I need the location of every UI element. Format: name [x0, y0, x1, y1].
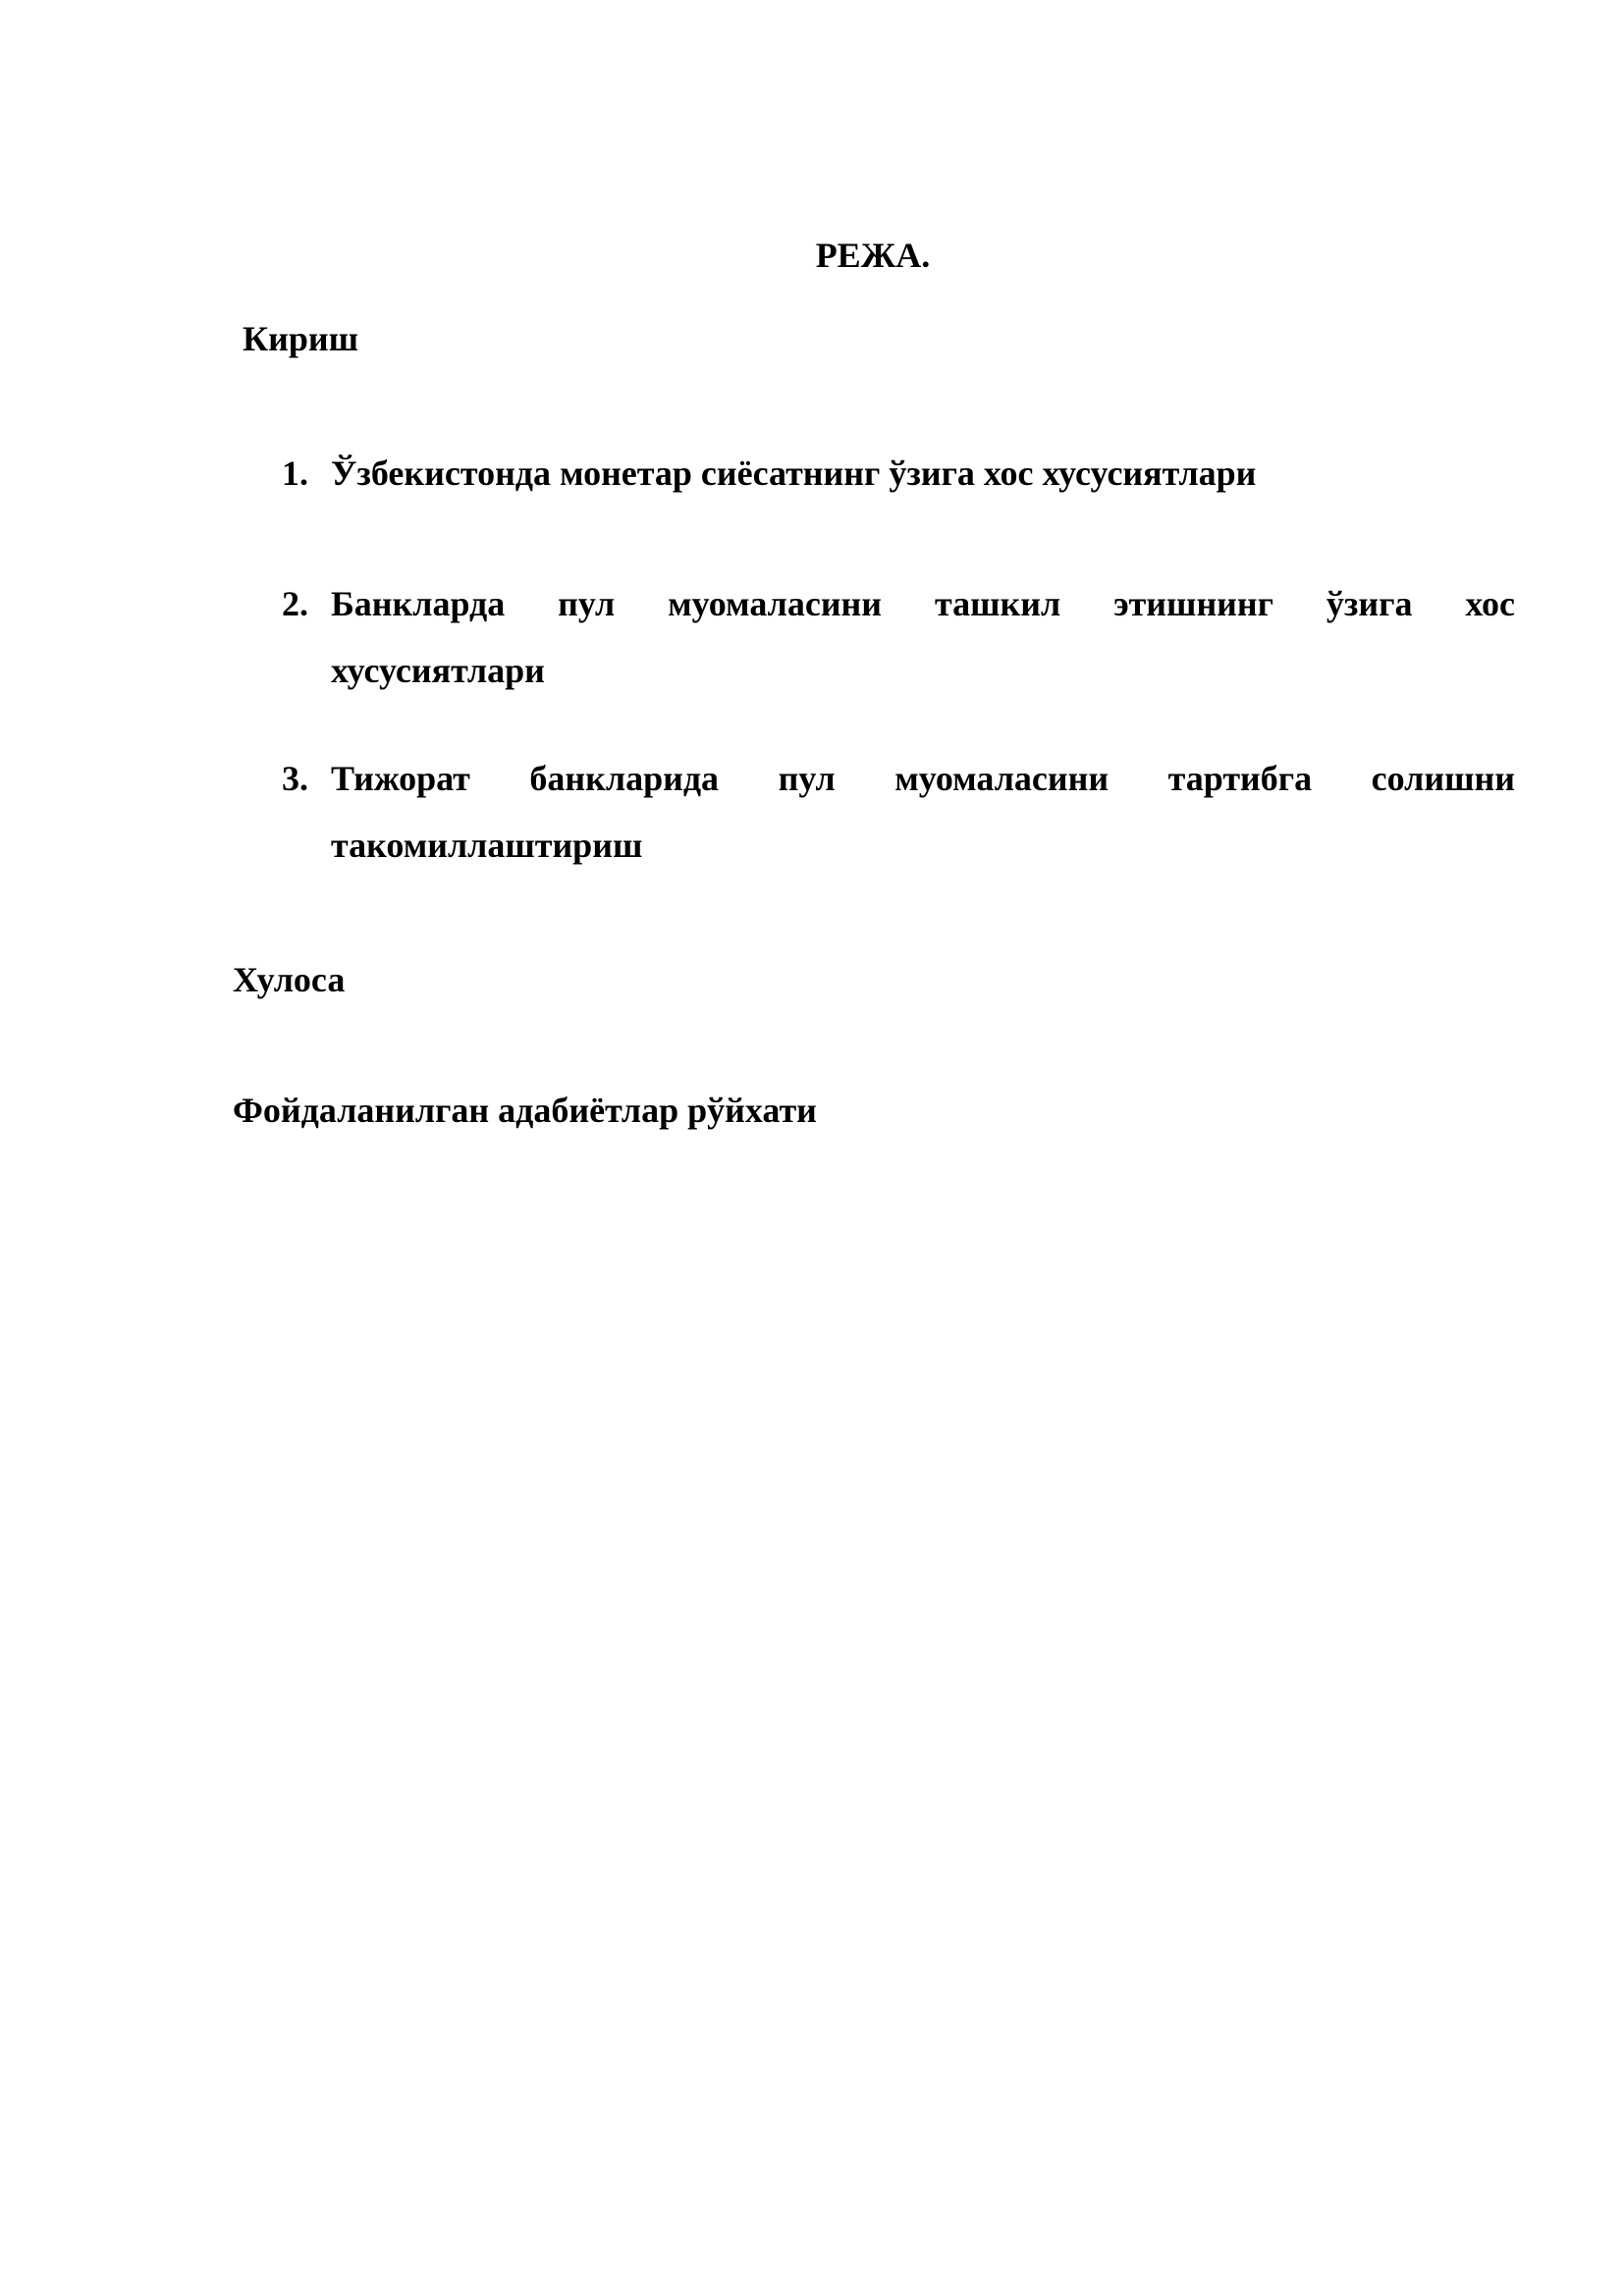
- list-item-text-line-2: хусусиятлари: [331, 651, 545, 690]
- list-item-text-line-2: такомиллаштириш: [331, 826, 643, 865]
- list-item-word: Банкларда: [331, 584, 506, 623]
- list-item-text-line-1: [331, 584, 1515, 623]
- list-item-word: банкларида: [529, 759, 720, 798]
- list-item-word: пул: [778, 759, 836, 798]
- list-item-number: 3.: [282, 759, 308, 798]
- list-item-word: этишнинг: [1113, 584, 1274, 623]
- list-item-number: 1.: [282, 454, 308, 493]
- list-item-number: 2.: [282, 584, 308, 623]
- list-item-word: ўзига: [1326, 584, 1413, 623]
- list-item-word: ташкил: [934, 584, 1061, 623]
- list-item-word: тартибга: [1167, 759, 1313, 798]
- list-item-text: [331, 454, 1515, 493]
- page-title: РЕЖА.: [815, 236, 931, 275]
- list-item-word: муомаласини: [894, 759, 1110, 798]
- list-item-word: пул: [558, 584, 616, 623]
- list-item-word: Тижорат: [331, 759, 470, 798]
- section-introduction: Кириш: [243, 319, 359, 358]
- list-item-text-line-1: [331, 759, 1515, 798]
- list-item-word: хос: [1465, 584, 1515, 623]
- section-conclusion: Хулоса: [233, 960, 346, 999]
- section-references: Фойдаланилган адабиётлар рўйхати: [233, 1091, 817, 1130]
- list-item-word: Ўзбекистонда монетар сиёсатнинг ўзига хос хусусиятлари: [331, 454, 1257, 493]
- list-item-word: муомаласини: [668, 584, 883, 623]
- list-item-word: солишни: [1371, 759, 1515, 798]
